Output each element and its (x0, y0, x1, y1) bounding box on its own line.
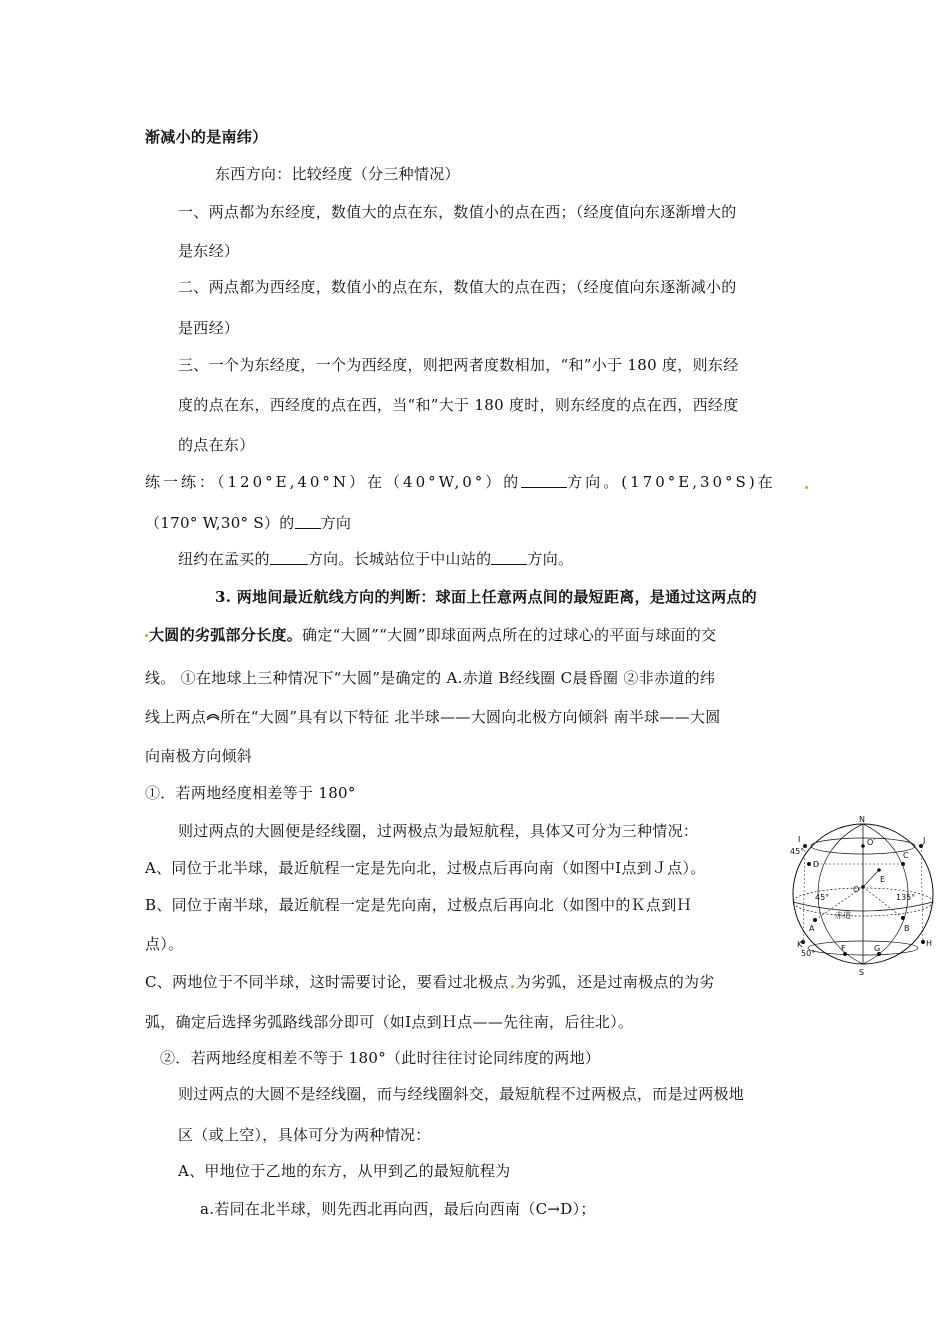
practice-text-g: 方向。 (527, 550, 574, 568)
label-h: H (926, 939, 933, 948)
label-50: 50° (801, 949, 816, 958)
line-23 (145, 972, 715, 992)
label-o-prime: O′ (867, 838, 876, 847)
line-6: 是西经） (178, 319, 240, 337)
plain-text: 确定“大圆”“大圆”即球面两点所在的过球心的平面与球面的交 (302, 626, 717, 644)
label-f: F (841, 944, 846, 953)
point-o (861, 885, 865, 889)
line-11 (145, 513, 351, 533)
line-22: 点）。 (145, 935, 184, 953)
answer-blank[interactable] (270, 549, 308, 565)
label-i: I (798, 835, 801, 844)
answer-blank[interactable] (295, 513, 321, 529)
practice-text-d: 方向 (320, 514, 352, 532)
line-15: 线。 ①在地球上三种情况下“大圆”是确定的 A.赤道 B经线圈 C晨昏圈 ②非赤道的纬 (145, 669, 716, 687)
line-2: 东西方向：比较经度（分三种情况） (215, 165, 460, 183)
text-part-a: C、两地位于不同半球，这时需要讨论，要看过北极点 (145, 973, 509, 991)
line-1: 渐减小的是南纬） (145, 128, 268, 146)
label-45-mid: 45° (815, 893, 830, 902)
label-g: G (874, 944, 881, 953)
line-7: 三、一个为东经度，一个为西经度，则把两者度数相加，“和”小于 180 度，则东经 (178, 356, 739, 374)
mark-dot (511, 985, 514, 988)
practice-text-e: 纽约在孟买的 (178, 550, 270, 568)
label-45-top: 45° (790, 847, 805, 856)
point-h (921, 940, 925, 944)
globe-diagram (783, 812, 945, 984)
line-29: a.若同在北半球，则先西北再向西，最后向西南（C→D）； (200, 1200, 596, 1218)
arc-symbol-icon (206, 711, 220, 721)
answer-blank[interactable] (491, 549, 527, 565)
line-14 (149, 625, 716, 645)
label-c: C (903, 851, 909, 860)
label-d: D (813, 860, 820, 869)
line-3: 一、两点都为东经度，数值大的点在东，数值小的点在西；（经度值向东逐渐增大的 (178, 203, 737, 221)
line-12 (178, 549, 573, 569)
line-8: 度的点在东，西经度的点在西，当“和”大于 180 度时，则东经度的点在西，西经度 (178, 396, 739, 414)
line-5: 二、两点都为西经度，数值小的点在东，数值大的点在西；（经度值向东逐渐减小的 (178, 278, 737, 296)
label-a: A (809, 924, 815, 933)
label-e: E (880, 875, 886, 884)
point-o-prime (861, 844, 865, 848)
label-k: K (797, 940, 803, 949)
line-4: 是东经） (178, 242, 240, 260)
label-n: N (859, 815, 865, 824)
label-equator: 赤道 (835, 911, 851, 920)
label-b: B (904, 924, 910, 933)
point-a (813, 918, 817, 922)
label-j: J (923, 836, 926, 845)
answer-blank[interactable] (521, 472, 567, 488)
practice-text-c: （170° W,30° S）的 (145, 514, 295, 532)
line-13: 3. 两地间最近航线方向的判断：球面上任意两点间的最短距离，是通过这两点的 (215, 588, 757, 606)
practice-text-a: 练一练：（120°E,40°N）在（40°W,0°）的 (145, 473, 522, 491)
text-part-b: 所在“大圆”具有以下特征 北半球——大圆向北极方向倾斜 南半球——大圆 (220, 708, 721, 726)
line-16 (145, 707, 721, 727)
line-17: 向南极方向倾斜 (145, 747, 253, 765)
line-26: 则过两点的大圆不是经线圈，而与经线圈斜交，最短航程不过两极点，而是过两极地 (178, 1085, 745, 1103)
radius-b (863, 887, 903, 918)
mark-dot (805, 486, 808, 489)
mark-dot (145, 634, 148, 637)
label-135: 135° (896, 893, 916, 902)
line-10 (145, 472, 776, 492)
line-28: A、甲地位于乙地的东方，从甲到乙的最短航程为 (178, 1162, 511, 1180)
practice-text-f: 方向。长城站位于中山站的 (307, 550, 492, 568)
label-s: S (859, 968, 865, 977)
line-9: 的点在东） (178, 436, 255, 454)
point-e (877, 868, 881, 872)
text-part-b: 为劣弧，还是过南极点的为劣 (515, 973, 715, 991)
line-18: ①．若两地经度相差等于 180° (145, 784, 356, 802)
point-b (901, 916, 905, 920)
bold-text: 大圆的劣弧部分长度。 (149, 626, 303, 644)
point-d (807, 862, 811, 866)
line-20: A、同位于北半球，最近航程一定是先向北，过极点后再向南（如图中Ⅰ点到Ｊ点）。 (145, 859, 706, 877)
line-24: 弧，确定后选择劣弧路线部分即可（如Ⅰ点到Ｈ点——先往南，后往北）。 (145, 1013, 634, 1031)
line-21: B、同位于南半球，最近航程一定是先向南，过极点后再向北（如图中的Ｋ点到Ｈ (145, 896, 692, 914)
line-27: 区（或上空），具体可分为两种情况： (178, 1126, 431, 1144)
line-25: ②．若两地经度相差不等于 180°（此时往往讨论同纬度的两地） (160, 1049, 601, 1067)
radius-e (863, 870, 879, 887)
point-c (901, 862, 905, 866)
chord-jh (921, 846, 923, 942)
practice-text-b: 方向。(170°E,30°S)在 (567, 473, 776, 491)
label-o: O (853, 885, 860, 894)
text-part-a: 线上两点 (145, 708, 207, 726)
line-19: 则过两点的大圆便是经线圈，过两极点为最短航程，具体又可分为三种情况： (178, 822, 699, 840)
